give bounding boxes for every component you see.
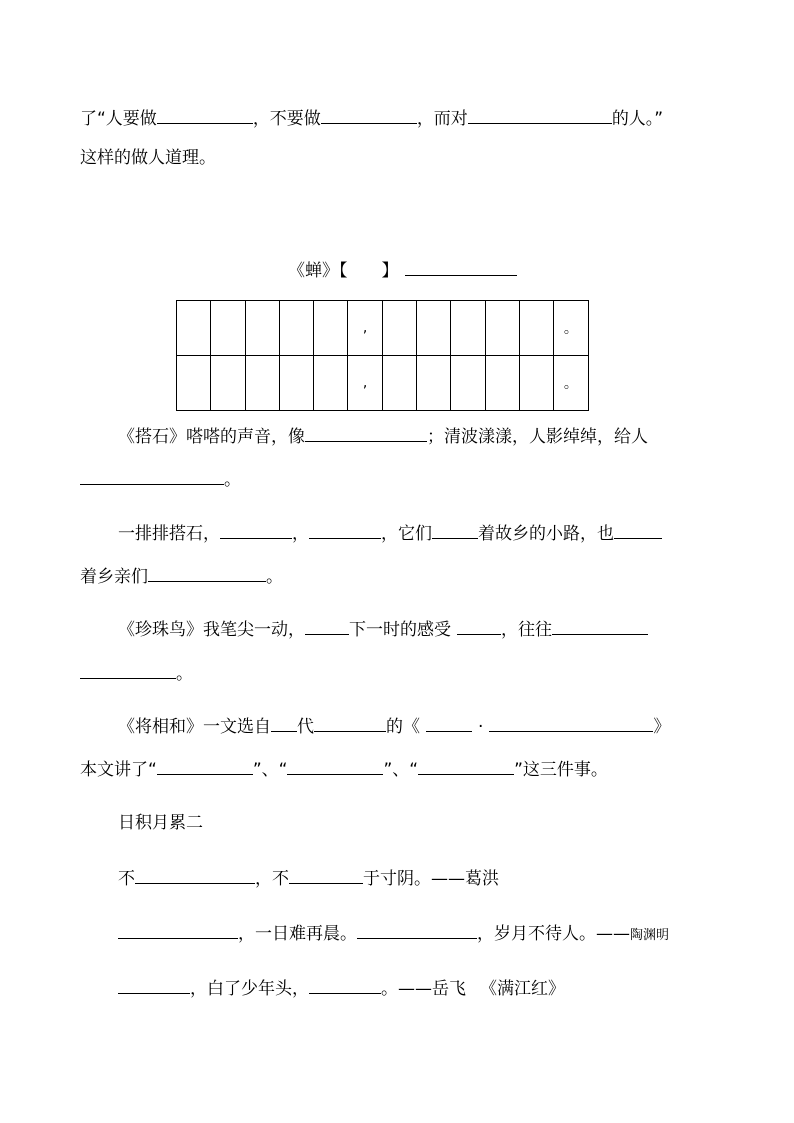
grid-cell[interactable]	[314, 356, 348, 411]
grid-cell[interactable]: 。	[554, 301, 588, 356]
text-line: 《将相和》一文选自 代 的《 · 》	[118, 714, 670, 736]
grid-cell[interactable]	[519, 356, 553, 411]
grid-cell[interactable]	[382, 356, 416, 411]
blank[interactable]	[468, 106, 612, 124]
blank[interactable]	[614, 521, 662, 539]
grid-cell[interactable]: 。	[554, 356, 588, 411]
blank[interactable]	[357, 921, 477, 939]
text-line: 了“人要做 ，不要做 ，而对 的人。”	[80, 106, 663, 128]
grid-cell[interactable]	[177, 356, 211, 411]
grid-cell[interactable]	[279, 356, 313, 411]
blank[interactable]	[157, 106, 253, 124]
blank[interactable]	[405, 258, 517, 276]
blank[interactable]	[220, 521, 292, 539]
grid-row	[177, 356, 589, 411]
blank[interactable]	[309, 976, 381, 994]
blank[interactable]	[489, 714, 653, 732]
text-line: ，一日难再晨。 ，岁月不待人。——陶渊明	[118, 921, 669, 943]
blank[interactable]	[321, 106, 417, 124]
blank[interactable]	[457, 617, 501, 635]
grid-cell[interactable]	[519, 301, 553, 356]
text-line: 。	[80, 661, 193, 683]
blank[interactable]	[287, 757, 383, 775]
grid-cell[interactable]	[451, 301, 485, 356]
grid-row	[177, 301, 589, 356]
blank[interactable]	[118, 921, 238, 939]
blank[interactable]	[305, 617, 349, 635]
text-line: 本文讲了“ ”、“ ”、“ ”这三件事。	[80, 757, 608, 779]
grid-cell[interactable]	[314, 301, 348, 356]
grid-cell[interactable]	[211, 356, 245, 411]
grid-cell[interactable]	[382, 301, 416, 356]
grid-cell[interactable]	[451, 356, 485, 411]
grid-cell[interactable]: ,	[348, 301, 382, 356]
grid-cell[interactable]	[245, 301, 279, 356]
blank[interactable]	[148, 564, 266, 582]
blank[interactable]	[309, 521, 381, 539]
blank[interactable]	[432, 521, 478, 539]
writing-grid	[176, 300, 589, 411]
text-line: 不 ，不 于寸阴。——葛洪	[118, 866, 499, 888]
grid-cell[interactable]	[417, 356, 451, 411]
blank[interactable]	[80, 661, 176, 679]
grid-cell[interactable]	[211, 301, 245, 356]
text-line: 《珍珠鸟》我笔尖一动， 下一时的感受 ，往往	[118, 617, 648, 639]
text-line: 。	[80, 467, 241, 489]
blank[interactable]	[426, 714, 472, 732]
blank[interactable]	[80, 467, 224, 485]
text-line: 这样的做人道理。	[80, 148, 216, 168]
blank[interactable]	[552, 617, 648, 635]
poem-title: 《蝉》【 】	[288, 258, 517, 280]
blank[interactable]	[314, 714, 386, 732]
grid-cell[interactable]	[485, 301, 519, 356]
grid-cell[interactable]	[485, 356, 519, 411]
text-line: 着乡亲们 。	[80, 564, 283, 586]
grid-cell[interactable]: ,	[348, 356, 382, 411]
blank[interactable]	[271, 714, 297, 732]
blank[interactable]	[289, 866, 363, 884]
grid-cell[interactable]	[177, 301, 211, 356]
text-line: 《搭石》嗒嗒的声音，像 ；清波漾漾，人影绰绰，给人	[118, 424, 648, 446]
section-title: 日积月累二	[118, 813, 203, 833]
text-line: 一排排搭石， ， ，它们 着故乡的小路，也	[118, 521, 662, 543]
blank[interactable]	[418, 757, 514, 775]
grid-cell[interactable]	[245, 356, 279, 411]
blank[interactable]	[118, 976, 190, 994]
blank[interactable]	[157, 757, 253, 775]
text-line: ，白了少年头， 。——岳飞 《满江红》	[118, 976, 565, 998]
grid-cell[interactable]	[417, 301, 451, 356]
grid-cell[interactable]	[279, 301, 313, 356]
blank[interactable]	[135, 866, 255, 884]
blank[interactable]	[305, 424, 427, 442]
